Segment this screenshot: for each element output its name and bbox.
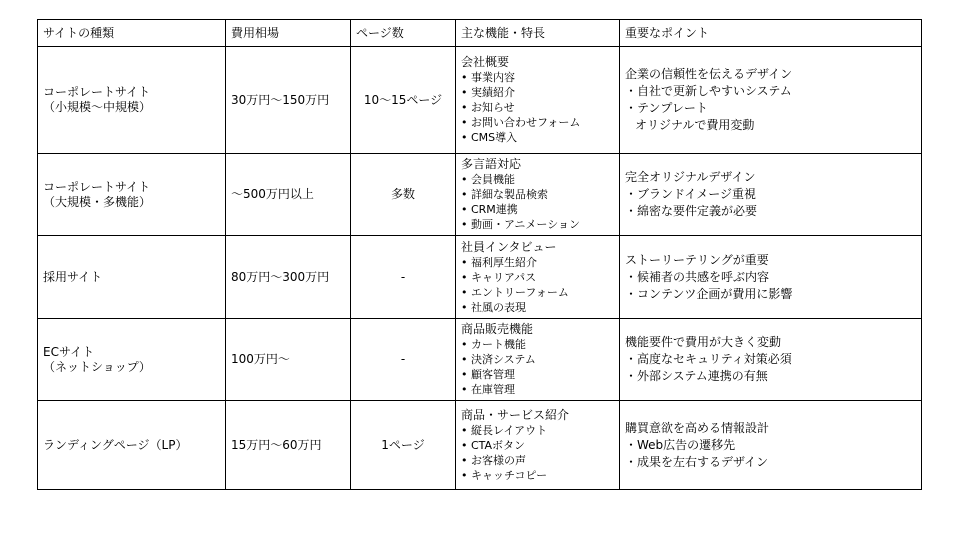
feature-item: • 顧客管理	[461, 368, 515, 381]
key-point: ・外部システム連携の有無	[625, 369, 768, 383]
header-site-type: サイトの種類	[38, 20, 226, 47]
header-page-count: ページ数	[351, 20, 456, 47]
site-type-line: ランディングページ（LP）	[43, 437, 188, 452]
feature-item: • CTAボタン	[461, 438, 526, 452]
header-key-points: 重要なポイント	[620, 20, 922, 47]
feature-item: • お知らせ	[461, 101, 515, 114]
features-title: 会社概要	[461, 55, 510, 69]
page-count-cell: -	[351, 236, 456, 319]
page-count-cell: 10～15ページ	[351, 47, 456, 154]
table-row	[38, 47, 922, 154]
feature-item: • カート機能	[461, 338, 526, 351]
key-point: ・コンテンツ企画が費用に影響	[625, 286, 793, 301]
feature-item: • 実績紹介	[461, 86, 515, 99]
site-type-line: （ネットショップ）	[43, 359, 151, 374]
key-point: ・自社で更新しやすいシステム	[625, 84, 792, 98]
site-type-line: ECサイト	[43, 344, 95, 359]
site-cost-comparison-table	[37, 19, 922, 490]
key-point: ・テンプレート	[625, 101, 708, 115]
feature-item: • 会員機能	[461, 173, 515, 186]
feature-item: • キャッチコピー	[461, 468, 548, 482]
feature-item: • 動画・アニメーション	[461, 218, 580, 231]
key-point: ・高度なセキュリティ対策必須	[625, 352, 792, 366]
table-row	[38, 154, 922, 236]
feature-item: • CRM連携	[461, 203, 518, 216]
cost-cell: 15万円～60万円	[226, 401, 351, 490]
feature-item: • お客様の声	[461, 453, 526, 467]
key-point: ・ブランドイメージ重視	[625, 187, 757, 201]
feature-item: • 福利厚生紹介	[461, 255, 537, 269]
feature-item: • キャリアパス	[461, 270, 537, 284]
key-point: 完全オリジナルデザイン	[625, 170, 756, 184]
site-type-cell	[38, 401, 226, 490]
key-point: 機能要件で費用が大きく変動	[625, 335, 782, 349]
key-points-cell	[620, 236, 922, 319]
site-type-cell	[38, 47, 226, 154]
site-type-line: （大規模・多機能）	[43, 194, 152, 209]
key-points-cell	[620, 154, 922, 236]
key-point: ・候補者の共感を呼ぶ内容	[625, 269, 770, 284]
feature-item: • 在庫管理	[461, 383, 515, 396]
site-type-line: （小規模～中規模）	[43, 100, 152, 114]
features-title: 商品・サービス紹介	[461, 407, 570, 422]
feature-item: • 縦長レイアウト	[461, 423, 548, 437]
site-type-line: コーポレートサイト	[43, 85, 151, 99]
key-point: ・Web広告の遷移先	[625, 437, 736, 452]
table-header-row	[38, 20, 922, 47]
features-cell	[456, 319, 620, 401]
features-cell	[456, 47, 620, 154]
key-point: 購買意欲を高める情報設計	[625, 420, 770, 435]
site-type-cell	[38, 319, 226, 401]
feature-item: • 事業内容	[461, 71, 515, 84]
cost-cell: ～500万円以上	[226, 154, 351, 236]
feature-item: • エントリーフォーム	[461, 285, 569, 299]
features-title: 多言語対応	[461, 157, 522, 171]
header-cost: 費用相場	[226, 20, 351, 47]
key-points-cell	[620, 401, 922, 490]
key-points-cell	[620, 47, 922, 154]
site-type-cell	[38, 236, 226, 319]
key-point: ・成果を左右するデザイン	[625, 454, 769, 469]
page-count-cell: -	[351, 319, 456, 401]
table-row	[38, 401, 922, 490]
key-point: 企業の信頼性を伝えるデザイン	[625, 67, 793, 81]
cost-cell: 30万円～150万円	[226, 47, 351, 154]
comparison-table-container	[37, 19, 921, 490]
site-type-line: コーポレートサイト	[43, 179, 151, 194]
key-points-cell	[620, 319, 922, 401]
table-row	[38, 236, 922, 319]
features-title: 社員インタビュー	[461, 239, 557, 254]
feature-item: • 社風の表現	[461, 300, 526, 314]
feature-item: • お問い合わせフォーム	[461, 116, 581, 129]
key-point: ストーリーテリングが重要	[625, 252, 769, 267]
header-features: 主な機能・特長	[456, 20, 620, 47]
features-cell	[456, 236, 620, 319]
feature-item: • CMS導入	[461, 131, 518, 144]
key-point: ・綿密な要件定義が必要	[625, 204, 758, 218]
page-count-cell: 多数	[351, 154, 456, 236]
cost-cell: 80万円～300万円	[226, 236, 351, 319]
site-type-cell	[38, 154, 226, 236]
features-cell	[456, 154, 620, 236]
features-cell	[456, 401, 620, 490]
features-title: 商品販売機能	[461, 322, 534, 336]
feature-item: • 決済システム	[461, 353, 536, 366]
key-point: オリジナルで費用変動	[635, 118, 755, 132]
table-row	[38, 319, 922, 401]
site-type-line: 採用サイト	[43, 269, 103, 284]
page-count-cell: 1ページ	[351, 401, 456, 490]
feature-item: • 詳細な製品検索	[461, 188, 548, 201]
cost-cell: 100万円～	[226, 319, 351, 401]
